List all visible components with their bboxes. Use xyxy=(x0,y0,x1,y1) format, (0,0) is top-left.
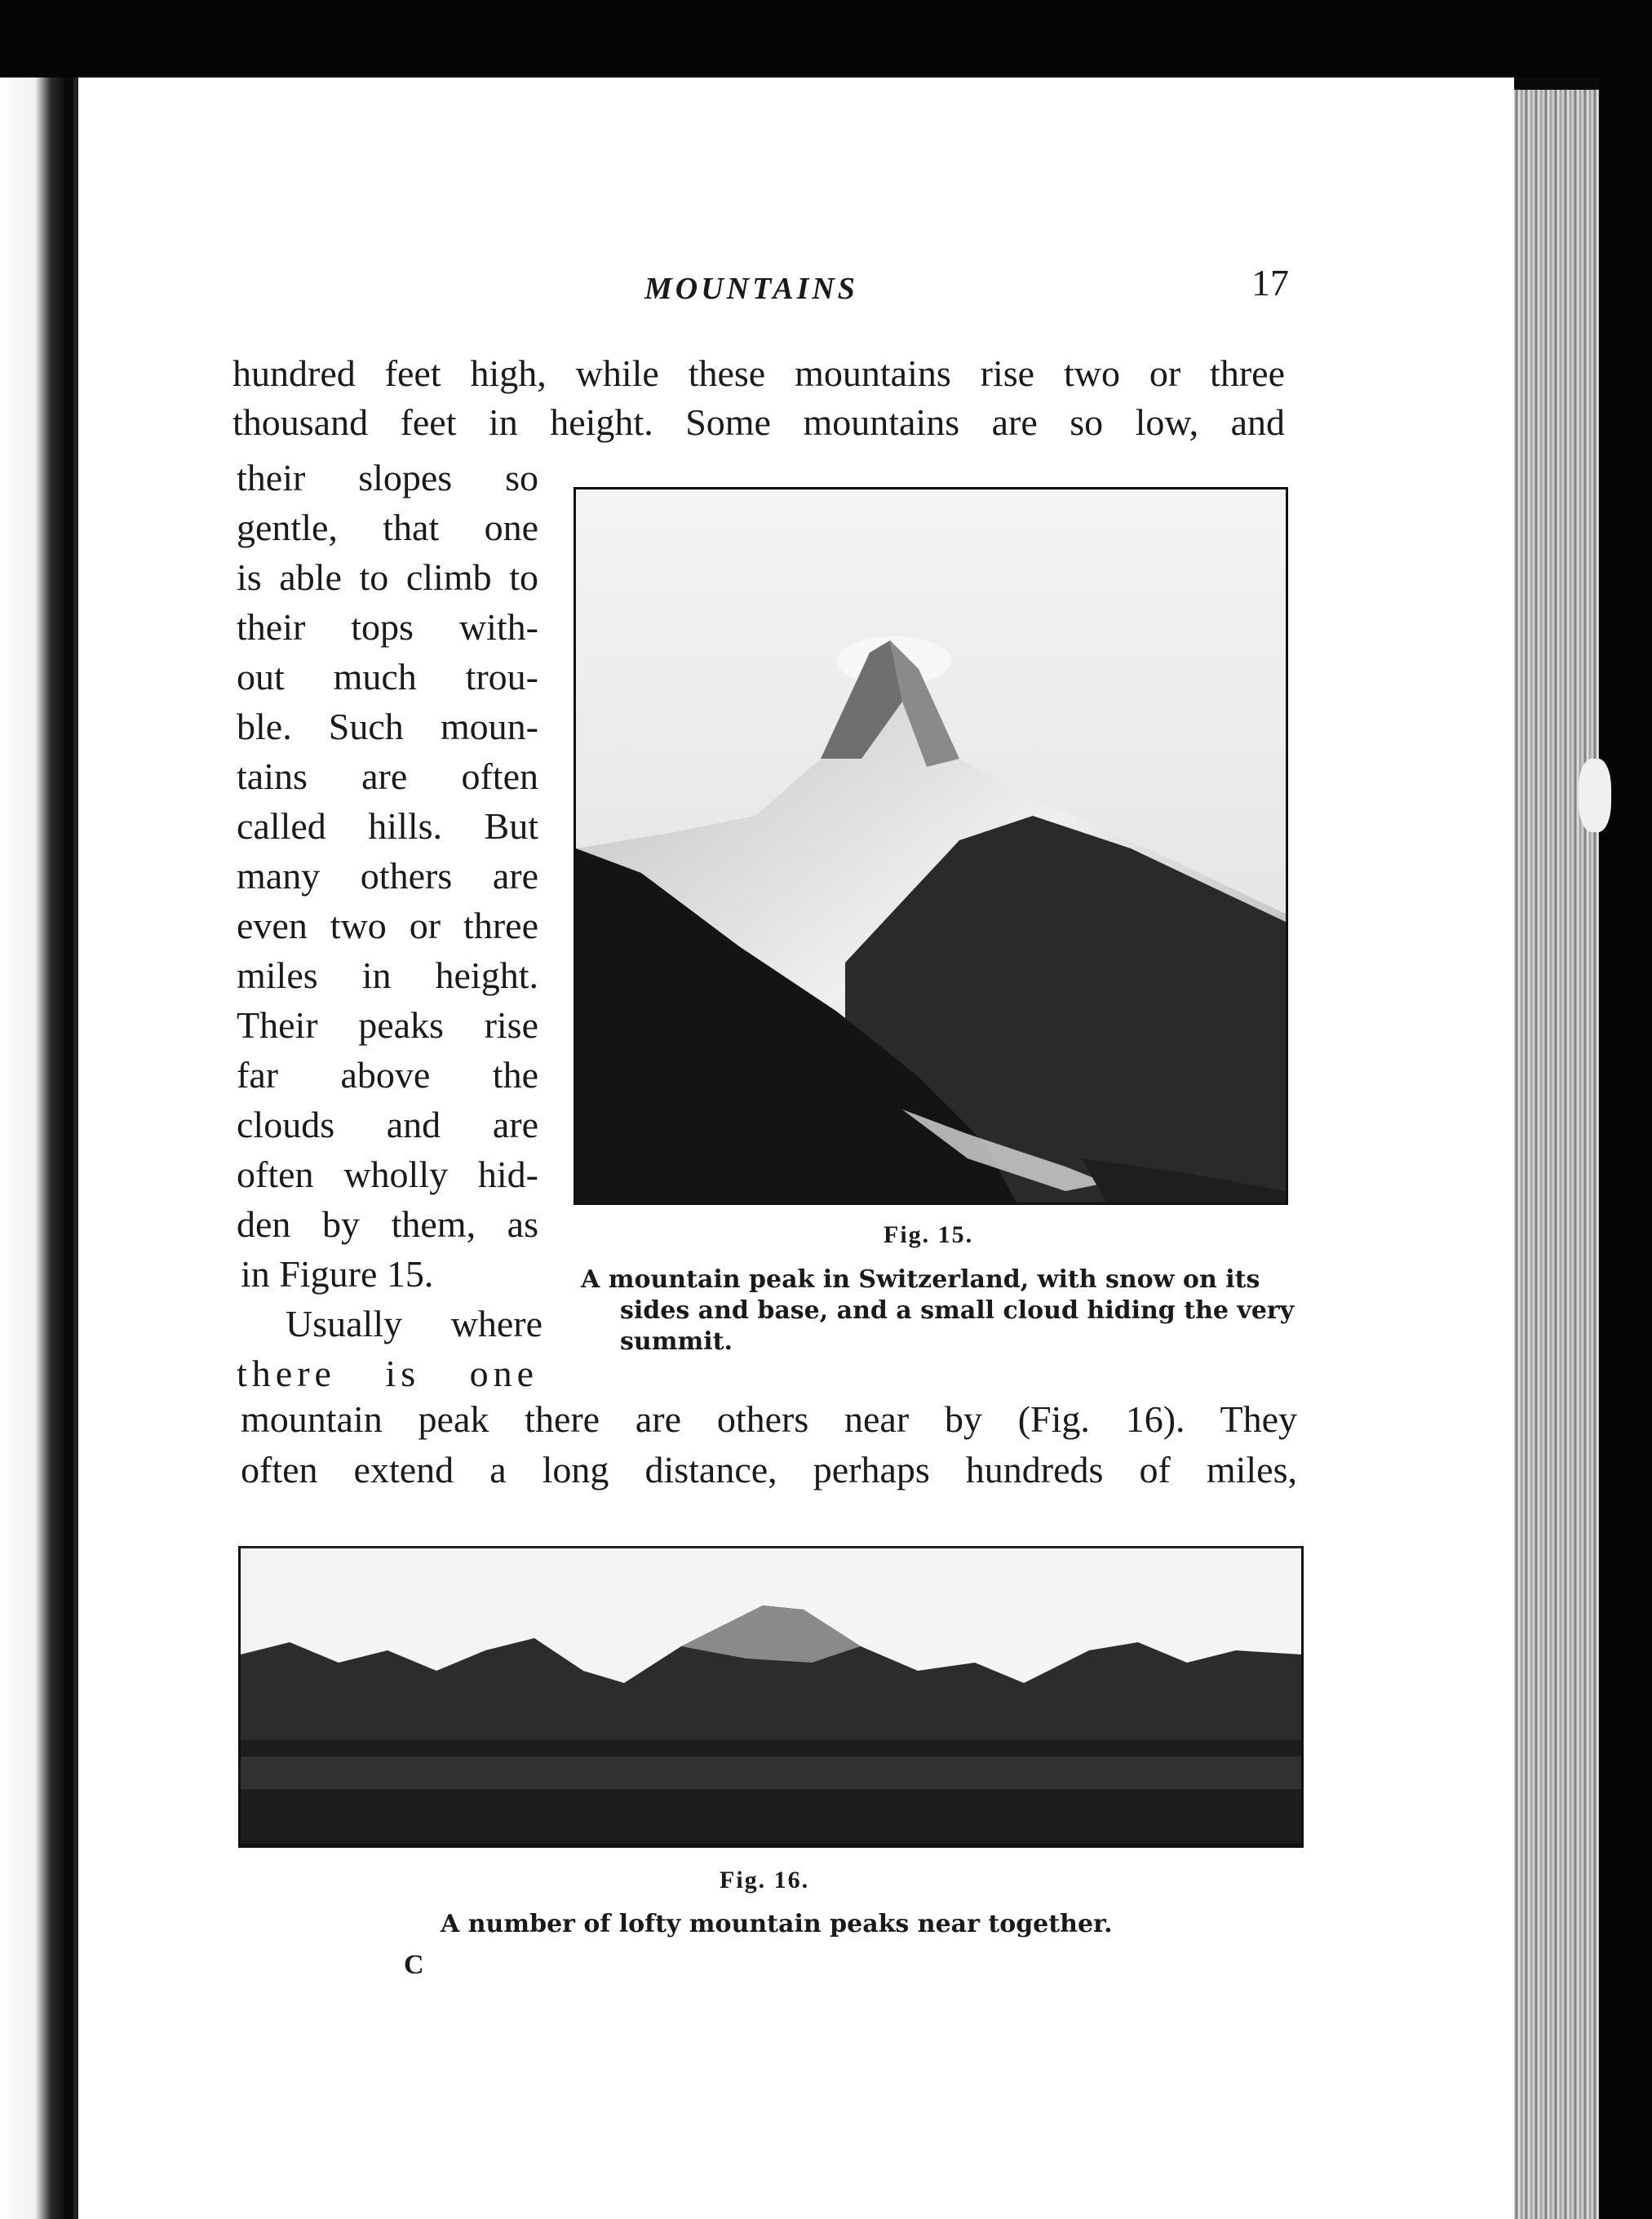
column-line: often wholly hid- xyxy=(237,1154,538,1195)
column-line: miles in height. xyxy=(237,954,538,996)
figure-16-caption: A number of lofty mountain peaks near together. xyxy=(441,1910,1113,1938)
column-line: their slopes so xyxy=(237,457,538,498)
column-line: called hills. But xyxy=(237,805,538,847)
figure-15-caption-line: sides and base, and a small cloud hiding the very xyxy=(620,1296,1295,1325)
column-line: in Figure 15. xyxy=(241,1253,434,1295)
column-line: Their peaks rise xyxy=(237,1004,538,1046)
column-line: Usually where xyxy=(286,1303,543,1344)
figure-15-caption-line: A mountain peak in Switzerland, with snow on its xyxy=(581,1265,1260,1294)
figure-16-image xyxy=(238,1546,1304,1848)
running-head: MOUNTAINS xyxy=(644,272,858,306)
clip-mark xyxy=(1579,759,1611,832)
figure-15-label: Fig. 15. xyxy=(884,1221,974,1248)
column-line: even two or three xyxy=(237,905,538,946)
column-line: clouds and are xyxy=(237,1104,538,1145)
signature-mark: C xyxy=(404,1950,424,1980)
column-line: out much trou- xyxy=(237,656,538,698)
column-line: there is one xyxy=(237,1353,538,1394)
scan-border-right xyxy=(1599,0,1652,2219)
column-line: far above the xyxy=(237,1054,538,1096)
mountain-range-illustration xyxy=(241,1548,1301,1844)
column-line: ble. Such moun- xyxy=(237,706,538,747)
column-line: tains are often xyxy=(237,755,538,797)
page-block-edge xyxy=(1509,90,1599,2219)
page-header xyxy=(237,261,1289,310)
figure-16-label: Fig. 16. xyxy=(720,1867,810,1893)
column-line: many others are xyxy=(237,855,538,897)
body-line-1: hundred feet high, while these mountains rise two or three xyxy=(233,352,1285,394)
page-number: 17 xyxy=(1251,262,1289,303)
column-line: is able to climb to xyxy=(237,556,538,598)
body-line-4: often extend a long distance, perhaps hundreds of miles, xyxy=(241,1449,1297,1490)
figure-15-image xyxy=(574,487,1288,1205)
column-line: gentle, that one xyxy=(237,507,538,548)
scan-border-top xyxy=(0,0,1652,78)
facing-page-edge xyxy=(0,78,64,2219)
column-line: their tops with- xyxy=(237,606,538,648)
column-line: den by them, as xyxy=(237,1203,538,1245)
matterhorn-illustration xyxy=(576,489,1286,1203)
body-line-2: thousand feet in height. Some mountains are so low, and xyxy=(233,401,1285,443)
body-line-3: mountain peak there are others near by (Fig. 16). They xyxy=(241,1398,1297,1440)
figure-15-caption-line: summit. xyxy=(620,1327,733,1356)
